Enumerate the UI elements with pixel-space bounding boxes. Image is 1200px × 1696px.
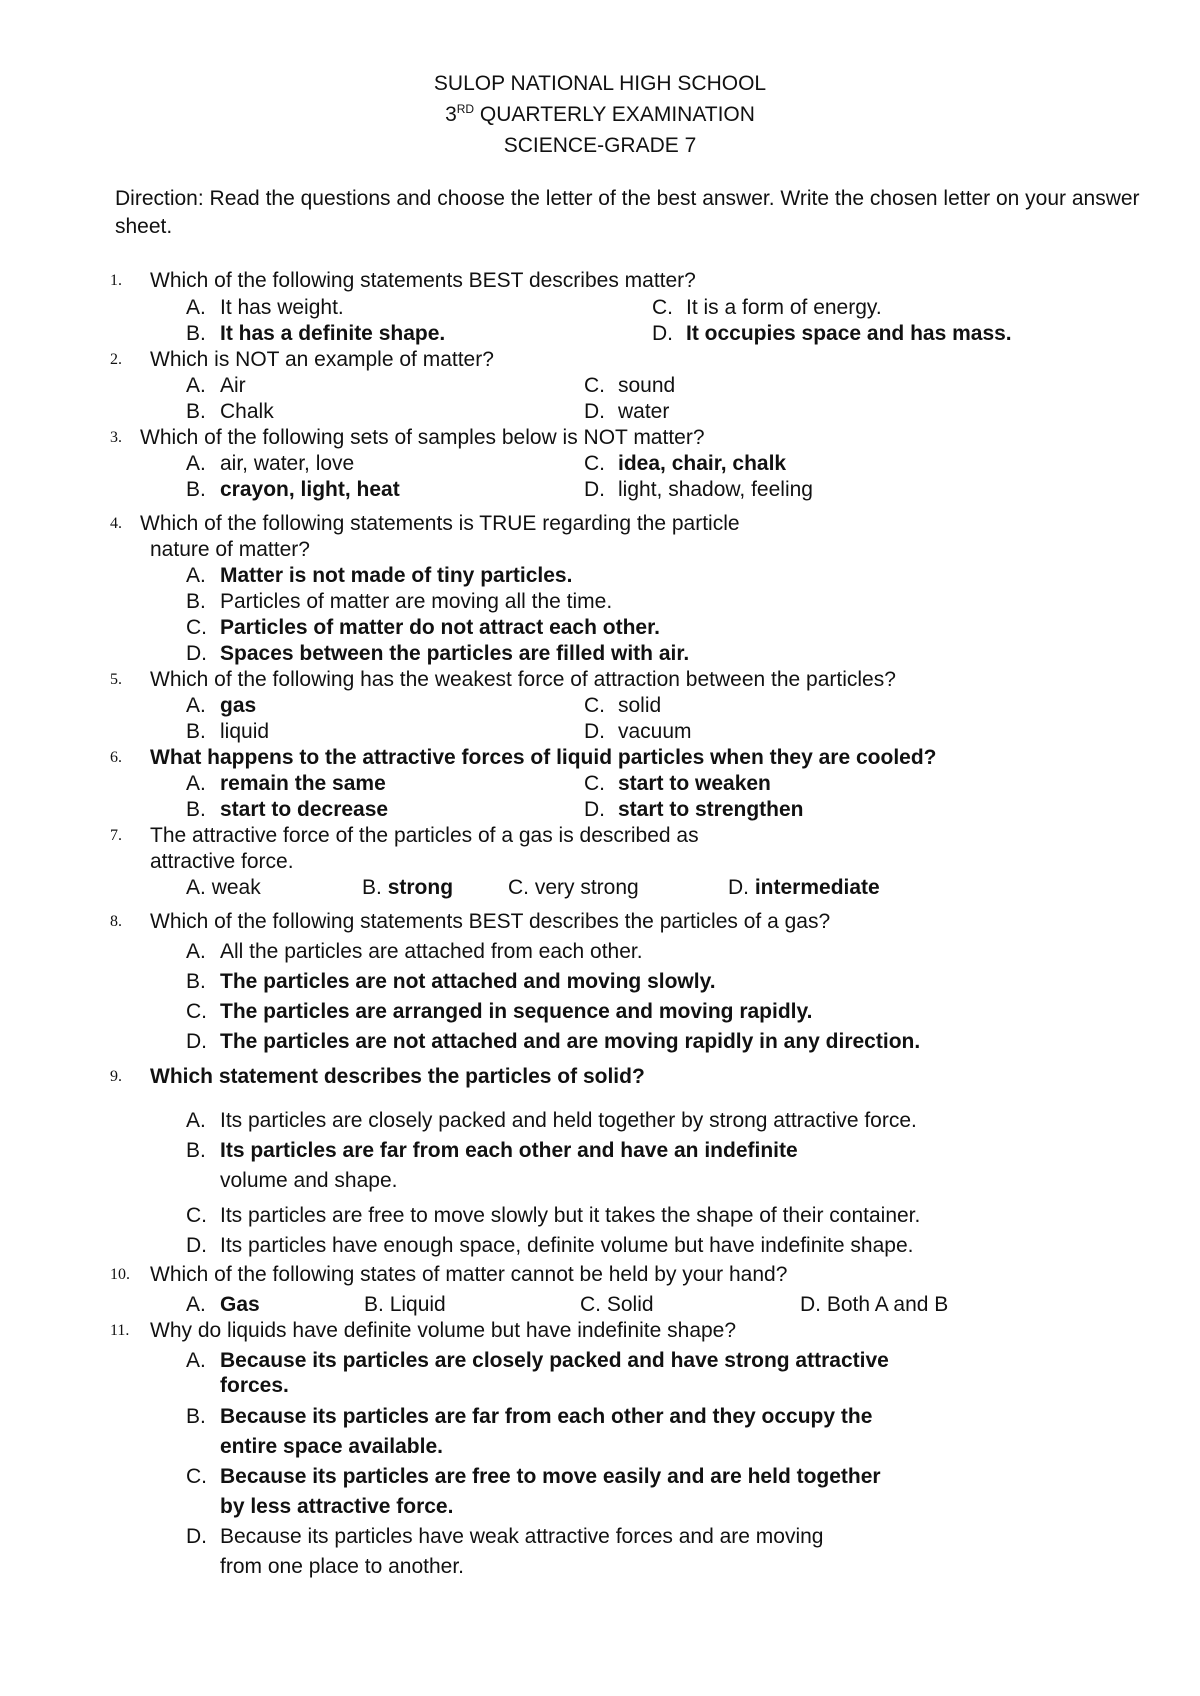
q1-option-d: D. It occupies space and has mass. bbox=[652, 322, 1012, 345]
q7-option-d: D. intermediate bbox=[728, 876, 880, 899]
q9-option-c: C. Its particles are free to move slowly but it takes the shape of their container. bbox=[186, 1204, 921, 1227]
q10-option-d: D. Both A and B bbox=[800, 1293, 949, 1316]
question-stem: Which statement describes the particles of solid? bbox=[150, 1065, 645, 1088]
subject-title: SCIENCE-GRADE 7 bbox=[503, 134, 697, 157]
q1-option-c: C. It is a form of energy. bbox=[652, 296, 882, 319]
q5-option-b: B. liquid bbox=[186, 720, 270, 743]
question-stem: Which of the following statements is TRUE regarding the particle bbox=[140, 512, 740, 535]
question-stem: Why do liquids have definite volume but have indefinite shape? bbox=[150, 1319, 737, 1342]
school-name: SULOP NATIONAL HIGH SCHOOL bbox=[433, 72, 767, 95]
q2-option-c: C. sound bbox=[584, 374, 676, 397]
q4-option-c: C. Particles of matter do not attract each other. bbox=[186, 616, 660, 639]
q7-option-b: B. strong bbox=[362, 876, 454, 899]
question-number: 10. bbox=[110, 1266, 130, 1283]
question-stem: The attractive force of the particles of a gas is described as bbox=[150, 824, 699, 847]
question-stem: What happens to the attractive forces of liquid particles when they are cooled? bbox=[150, 746, 937, 769]
q10-option-c: C. Solid bbox=[580, 1293, 654, 1316]
question-number: 3. bbox=[110, 429, 122, 446]
q6-option-d: D. start to strengthen bbox=[584, 798, 804, 821]
q8-option-a: A. All the particles are attached from each other. bbox=[186, 940, 643, 963]
q6-option-a: A. remain the same bbox=[186, 772, 386, 795]
question-stem: Which of the following has the weakest force of attraction between the particles? bbox=[150, 668, 896, 691]
q3-option-c: C. idea, chair, chalk bbox=[584, 452, 787, 475]
q11-option-a: A. Because its particles are closely packed and have strong attractive bbox=[186, 1349, 889, 1372]
direction-text: Direction: Read the questions and choose the letter of the best answer. Write the chosen letter on your answer sheet. bbox=[115, 187, 1140, 238]
q7-option-a: A. weak bbox=[186, 876, 261, 899]
question-number: 11. bbox=[110, 1322, 130, 1339]
question-number: 1. bbox=[110, 272, 122, 289]
q6-option-c: C. start to weaken bbox=[584, 772, 771, 795]
exam-title-superscript: RD bbox=[456, 102, 475, 116]
q4-option-d: D. Spaces between the particles are filled with air. bbox=[186, 642, 690, 665]
q11-option-d-continued: from one place to another. bbox=[220, 1555, 464, 1578]
q11-option-c: C. Because its particles are free to move easily and are held together bbox=[186, 1465, 881, 1488]
question-number: 5. bbox=[110, 671, 122, 688]
q5-option-c: C. solid bbox=[584, 694, 662, 717]
question-number: 7. bbox=[110, 827, 122, 844]
q7-option-c: C. very strong bbox=[508, 876, 639, 899]
question-stem: Which is NOT an example of matter? bbox=[150, 348, 494, 371]
q9-option-b: B. Its particles are far from each other and have an indefinite bbox=[186, 1139, 798, 1162]
q11-option-b: B. Because its particles are far from each other and they occupy the bbox=[186, 1405, 873, 1428]
q9-option-d: D. Its particles have enough space, definite volume but have indefinite shape. bbox=[186, 1234, 914, 1257]
question-number: 9. bbox=[110, 1068, 122, 1085]
question-stem: Which of the following statements BEST describes matter? bbox=[150, 269, 696, 292]
q4-option-a: A. Matter is not made of tiny particles. bbox=[186, 564, 573, 587]
q2-option-b: B. Chalk bbox=[186, 400, 274, 423]
q10-option-a: A. Gas bbox=[186, 1293, 260, 1316]
q2-option-a: A. Air bbox=[186, 374, 246, 397]
exam-title-rest: QUARTERLY EXAMINATION bbox=[474, 103, 755, 126]
q5-option-d: D. vacuum bbox=[584, 720, 692, 743]
q8-option-b: B. The particles are not attached and moving slowly. bbox=[186, 970, 716, 993]
q8-option-d: D. The particles are not attached and are moving rapidly in any direction. bbox=[186, 1030, 921, 1053]
q11-option-c-continued: by less attractive force. bbox=[220, 1495, 454, 1518]
question-number: 6. bbox=[110, 749, 122, 766]
question-number: 4. bbox=[110, 515, 122, 532]
q11-option-d: D. Because its particles have weak attractive forces and are moving bbox=[186, 1525, 824, 1548]
question-number: 8. bbox=[110, 913, 122, 930]
q6-option-b: B. start to decrease bbox=[186, 798, 389, 821]
question-stem: Which of the following sets of samples below is NOT matter? bbox=[140, 426, 705, 449]
q1-option-a: A. It has weight. bbox=[186, 296, 344, 319]
q3-option-d: D. light, shadow, feeling bbox=[584, 478, 813, 501]
exam-title-prefix: 3 bbox=[445, 103, 457, 126]
q10-option-b: B. Liquid bbox=[364, 1293, 446, 1316]
question-stem: Which of the following states of matter cannot be held by your hand? bbox=[150, 1263, 788, 1286]
question-number: 2. bbox=[110, 351, 122, 368]
q9-option-a: A. Its particles are closely packed and held together by strong attractive force. bbox=[186, 1109, 917, 1132]
q8-option-c: C. The particles are arranged in sequence and moving rapidly. bbox=[186, 1000, 813, 1023]
q3-option-a: A. air, water, love bbox=[186, 452, 355, 475]
q3-option-b: B. crayon, light, heat bbox=[186, 478, 400, 501]
q2-option-d: D. water bbox=[584, 400, 670, 423]
question-stem: Which of the following statements BEST describes the particles of a gas? bbox=[150, 910, 831, 933]
q11-option-b-continued: entire space available. bbox=[220, 1435, 443, 1458]
exam-title bbox=[0, 101, 1200, 129]
q1-option-b: B. It has a definite shape. bbox=[186, 322, 446, 345]
q11-option-a-continued: forces. bbox=[220, 1374, 289, 1397]
q4-option-b: B. Particles of matter are moving all the time. bbox=[186, 590, 613, 613]
q5-option-a: A. gas bbox=[186, 694, 257, 717]
q9-option-b-continued: volume and shape. bbox=[220, 1169, 398, 1192]
